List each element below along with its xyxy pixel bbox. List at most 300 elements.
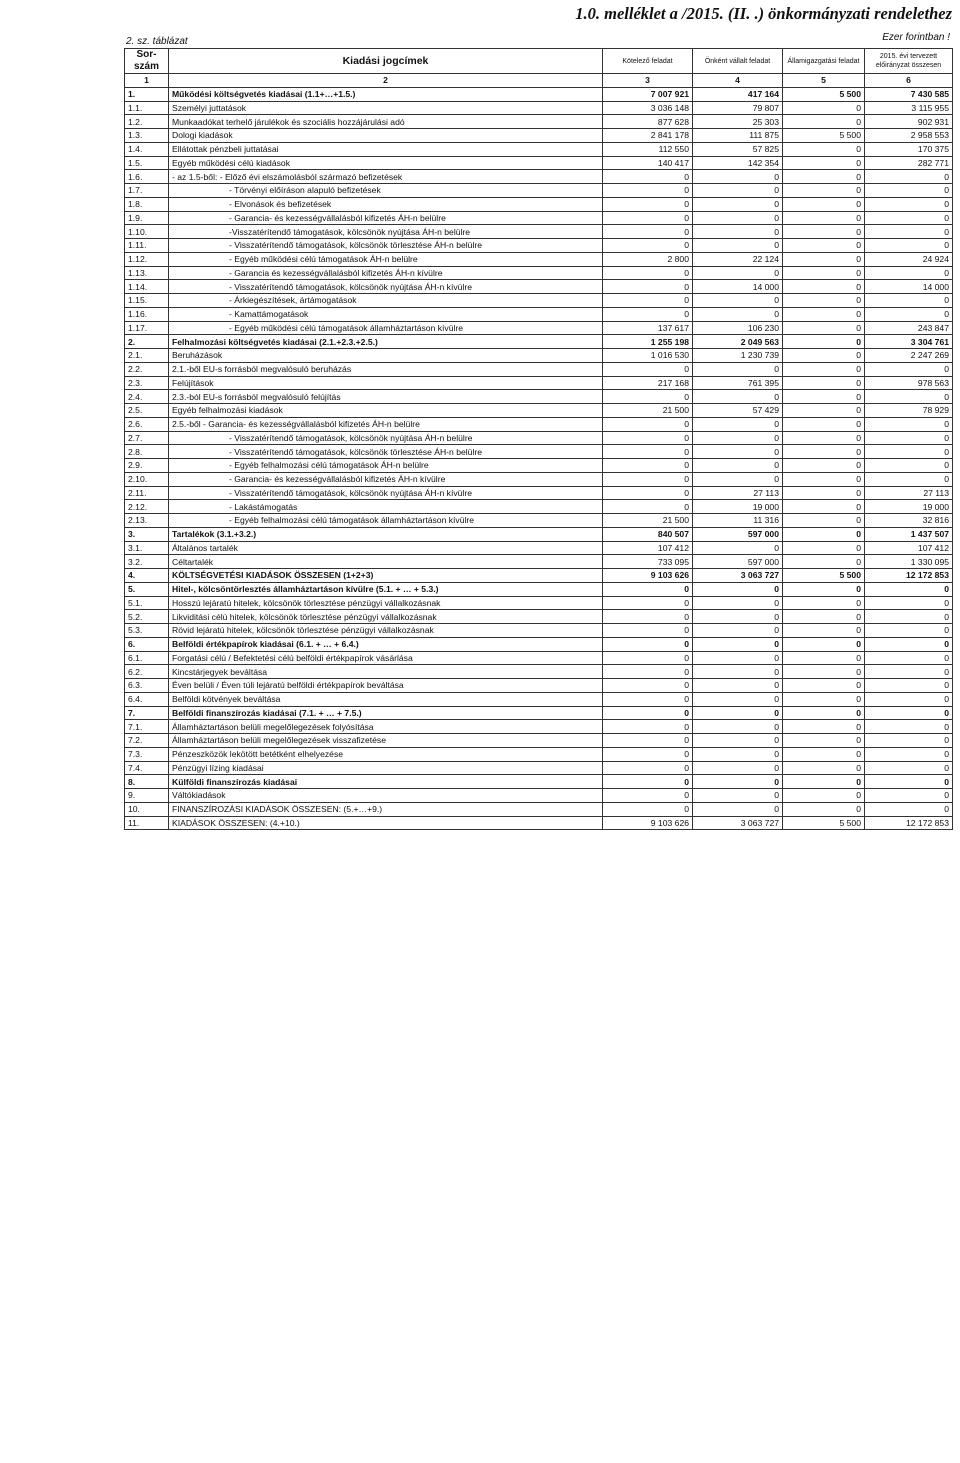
table-row bbox=[125, 266, 953, 280]
value-kotelezo: 0 bbox=[603, 239, 693, 253]
value-allamigazgatasi: 0 bbox=[783, 376, 865, 390]
table-row bbox=[125, 211, 953, 225]
value-osszesen: 0 bbox=[865, 184, 953, 198]
table-row bbox=[125, 376, 953, 390]
value-allamigazgatasi: 0 bbox=[783, 596, 865, 610]
value-onkent: 3 063 727 bbox=[693, 569, 783, 583]
value-osszesen: 12 172 853 bbox=[865, 816, 953, 830]
table-row bbox=[125, 362, 953, 376]
row-label: - Egyéb felhalmozási célú támogatások államháztartáson kívülre bbox=[169, 514, 603, 528]
table-row bbox=[125, 706, 953, 720]
table-header-row bbox=[125, 49, 953, 74]
value-kotelezo: 0 bbox=[603, 280, 693, 294]
value-onkent: 0 bbox=[693, 541, 783, 555]
value-onkent: 0 bbox=[693, 761, 783, 775]
row-number: 1.13. bbox=[125, 266, 169, 280]
row-number: 2.6. bbox=[125, 417, 169, 431]
value-osszesen: 12 172 853 bbox=[865, 569, 953, 583]
row-number: 8. bbox=[125, 775, 169, 789]
row-number: 5.1. bbox=[125, 596, 169, 610]
row-number: 7.1. bbox=[125, 720, 169, 734]
value-osszesen: 0 bbox=[865, 706, 953, 720]
value-onkent: 0 bbox=[693, 679, 783, 693]
value-onkent: 1 230 739 bbox=[693, 349, 783, 363]
value-allamigazgatasi: 5 500 bbox=[783, 87, 865, 101]
value-kotelezo: 0 bbox=[603, 486, 693, 500]
value-osszesen: 0 bbox=[865, 802, 953, 816]
row-number: 1.14. bbox=[125, 280, 169, 294]
table-row bbox=[125, 720, 953, 734]
value-onkent: 0 bbox=[693, 362, 783, 376]
value-allamigazgatasi: 0 bbox=[783, 747, 865, 761]
table-row bbox=[125, 156, 953, 170]
value-osszesen: 0 bbox=[865, 431, 953, 445]
value-allamigazgatasi: 0 bbox=[783, 500, 865, 514]
value-allamigazgatasi: 0 bbox=[783, 541, 865, 555]
value-allamigazgatasi: 0 bbox=[783, 472, 865, 486]
row-label: - Árkiegészítések, ártámogatások bbox=[169, 294, 603, 308]
value-allamigazgatasi: 0 bbox=[783, 280, 865, 294]
row-label: Felújítások bbox=[169, 376, 603, 390]
row-number: 6. bbox=[125, 637, 169, 651]
row-number: 7.4. bbox=[125, 761, 169, 775]
value-kotelezo: 0 bbox=[603, 184, 693, 198]
table-row bbox=[125, 417, 953, 431]
value-onkent: 0 bbox=[693, 307, 783, 321]
row-number: 7.3. bbox=[125, 747, 169, 761]
row-label: - Kamattámogatások bbox=[169, 307, 603, 321]
row-label: Céltartalék bbox=[169, 555, 603, 569]
value-onkent: 0 bbox=[693, 197, 783, 211]
value-osszesen: 0 bbox=[865, 651, 953, 665]
value-kotelezo: 1 016 530 bbox=[603, 349, 693, 363]
row-label: - Egyéb felhalmozási célú támogatások ÁH-n belülre bbox=[169, 459, 603, 473]
value-onkent: 106 230 bbox=[693, 321, 783, 335]
value-onkent: 0 bbox=[693, 184, 783, 198]
row-label: Általános tartalék bbox=[169, 541, 603, 555]
value-osszesen: 7 430 585 bbox=[865, 87, 953, 101]
table-row bbox=[125, 679, 953, 693]
value-kotelezo: 0 bbox=[603, 266, 693, 280]
value-osszesen: 0 bbox=[865, 692, 953, 706]
row-number: 1.8. bbox=[125, 197, 169, 211]
expenditure-table bbox=[124, 48, 953, 830]
value-onkent: 22 124 bbox=[693, 252, 783, 266]
row-label: - Garancia- és kezességvállalásból kifizetés ÁH-n belülre bbox=[169, 211, 603, 225]
value-onkent: 0 bbox=[693, 775, 783, 789]
value-onkent: 0 bbox=[693, 472, 783, 486]
row-label: Ellátottak pénzbeli juttatásai bbox=[169, 142, 603, 156]
value-osszesen: 978 563 bbox=[865, 376, 953, 390]
table-row bbox=[125, 582, 953, 596]
row-number: 5.2. bbox=[125, 610, 169, 624]
value-osszesen: 0 bbox=[865, 459, 953, 473]
row-label: - Elvonások és befizetések bbox=[169, 197, 603, 211]
row-label: Forgatási célú / Befektetési célú belföldi értékpapírok vásárlása bbox=[169, 651, 603, 665]
column-number: 3 bbox=[603, 74, 693, 88]
table-row bbox=[125, 87, 953, 101]
value-osszesen: 0 bbox=[865, 761, 953, 775]
table-row bbox=[125, 459, 953, 473]
row-number: 7.2. bbox=[125, 734, 169, 748]
column-number: 5 bbox=[783, 74, 865, 88]
table-row bbox=[125, 527, 953, 541]
value-osszesen: 107 412 bbox=[865, 541, 953, 555]
table-row bbox=[125, 665, 953, 679]
row-label: Likviditási célú hitelek, kölcsönök törlesztése pénzügyi vállalkozásnak bbox=[169, 610, 603, 624]
row-number: 1. bbox=[125, 87, 169, 101]
value-osszesen: 0 bbox=[865, 211, 953, 225]
value-osszesen: 0 bbox=[865, 789, 953, 803]
row-label: - az 1.5-ből: - Előző évi elszámolásból származó befizetések bbox=[169, 170, 603, 184]
row-label: Pénzeszközök lekötött betétként elhelyezése bbox=[169, 747, 603, 761]
value-osszesen: 0 bbox=[865, 734, 953, 748]
value-kotelezo: 0 bbox=[603, 775, 693, 789]
table-row bbox=[125, 225, 953, 239]
row-number: 2.1. bbox=[125, 349, 169, 363]
value-osszesen: 0 bbox=[865, 417, 953, 431]
row-number: 7. bbox=[125, 706, 169, 720]
row-label: - Egyéb működési célú támogatások ÁH-n belülre bbox=[169, 252, 603, 266]
row-number: 3. bbox=[125, 527, 169, 541]
row-number: 2.11. bbox=[125, 486, 169, 500]
value-osszesen: 19 000 bbox=[865, 500, 953, 514]
value-kotelezo: 7 007 921 bbox=[603, 87, 693, 101]
value-kotelezo: 0 bbox=[603, 720, 693, 734]
value-kotelezo: 9 103 626 bbox=[603, 816, 693, 830]
row-number: 11. bbox=[125, 816, 169, 830]
value-kotelezo: 0 bbox=[603, 692, 693, 706]
value-onkent: 0 bbox=[693, 225, 783, 239]
value-kotelezo: 0 bbox=[603, 706, 693, 720]
value-allamigazgatasi: 0 bbox=[783, 390, 865, 404]
value-onkent: 0 bbox=[693, 789, 783, 803]
table-row bbox=[125, 472, 953, 486]
row-label: - Egyéb működési célú támogatások államháztartáson kívülre bbox=[169, 321, 603, 335]
value-osszesen: 3 304 761 bbox=[865, 335, 953, 349]
row-label: Éven belüli / Éven túli lejáratú belföldi értékpapírok beváltása bbox=[169, 679, 603, 693]
value-onkent: 0 bbox=[693, 582, 783, 596]
value-kotelezo: 0 bbox=[603, 637, 693, 651]
value-allamigazgatasi: 0 bbox=[783, 459, 865, 473]
row-label: - Garancia és kezességvállalásból kifizetés ÁH-n kívülre bbox=[169, 266, 603, 280]
value-osszesen: 0 bbox=[865, 390, 953, 404]
value-onkent: 417 164 bbox=[693, 87, 783, 101]
value-onkent: 0 bbox=[693, 747, 783, 761]
unit-label: Ezer forintban ! bbox=[882, 32, 950, 43]
row-label: Pénzügyi lízing kiadásai bbox=[169, 761, 603, 775]
value-osszesen: 3 115 955 bbox=[865, 101, 953, 115]
value-kotelezo: 140 417 bbox=[603, 156, 693, 170]
value-osszesen: 0 bbox=[865, 170, 953, 184]
row-label: KÖLTSÉGVETÉSI KIADÁSOK ÖSSZESEN (1+2+3) bbox=[169, 569, 603, 583]
value-allamigazgatasi: 0 bbox=[783, 404, 865, 418]
column-number: 1 bbox=[125, 74, 169, 88]
row-label: Államháztartáson belüli megelőlegezések folyósítása bbox=[169, 720, 603, 734]
value-onkent: 111 875 bbox=[693, 129, 783, 143]
row-label: - Visszatérítendő támogatások, kölcsönök törlesztése ÁH-n belülre bbox=[169, 445, 603, 459]
table-label: 2. sz. táblázat bbox=[126, 36, 188, 47]
value-kotelezo: 0 bbox=[603, 665, 693, 679]
value-allamigazgatasi: 0 bbox=[783, 362, 865, 376]
value-osszesen: 1 437 507 bbox=[865, 527, 953, 541]
row-number: 2.5. bbox=[125, 404, 169, 418]
value-onkent: 597 000 bbox=[693, 555, 783, 569]
value-kotelezo: 877 628 bbox=[603, 115, 693, 129]
row-label: Váltókiadások bbox=[169, 789, 603, 803]
value-osszesen: 0 bbox=[865, 720, 953, 734]
value-osszesen: 0 bbox=[865, 610, 953, 624]
table-row bbox=[125, 184, 953, 198]
value-allamigazgatasi: 0 bbox=[783, 252, 865, 266]
value-kotelezo: 0 bbox=[603, 431, 693, 445]
header-onkent: Önként vállalt feladat bbox=[693, 49, 783, 74]
value-kotelezo: 0 bbox=[603, 500, 693, 514]
value-osszesen: 0 bbox=[865, 239, 953, 253]
row-label: Személyi juttatások bbox=[169, 101, 603, 115]
value-kotelezo: 733 095 bbox=[603, 555, 693, 569]
table-row bbox=[125, 637, 953, 651]
table-row bbox=[125, 349, 953, 363]
row-label: Államháztartáson belüli megelőlegezések visszafizetése bbox=[169, 734, 603, 748]
table-row bbox=[125, 734, 953, 748]
value-osszesen: 170 375 bbox=[865, 142, 953, 156]
value-osszesen: 14 000 bbox=[865, 280, 953, 294]
row-label: - Törvényi előíráson alapuló befizetések bbox=[169, 184, 603, 198]
table-row bbox=[125, 747, 953, 761]
row-label: 2.3.-ból EU-s forrásból megvalósuló felújítás bbox=[169, 390, 603, 404]
value-allamigazgatasi: 0 bbox=[783, 170, 865, 184]
value-allamigazgatasi: 0 bbox=[783, 445, 865, 459]
row-label: -Visszatérítendő támogatások, kölcsönök nyújtása ÁH-n belülre bbox=[169, 225, 603, 239]
value-osszesen: 0 bbox=[865, 362, 953, 376]
row-number: 2.3. bbox=[125, 376, 169, 390]
document-title: 1.0. melléklet a /2015. (II. .) önkormányzati rendelethez bbox=[575, 4, 952, 23]
value-osszesen: 2 247 269 bbox=[865, 349, 953, 363]
value-allamigazgatasi: 0 bbox=[783, 184, 865, 198]
value-kotelezo: 0 bbox=[603, 651, 693, 665]
value-allamigazgatasi: 0 bbox=[783, 665, 865, 679]
row-number: 2.8. bbox=[125, 445, 169, 459]
value-allamigazgatasi: 5 500 bbox=[783, 129, 865, 143]
table-row bbox=[125, 624, 953, 638]
table-row bbox=[125, 335, 953, 349]
value-kotelezo: 0 bbox=[603, 294, 693, 308]
value-kotelezo: 0 bbox=[603, 170, 693, 184]
row-label: Kincstárjegyek beváltása bbox=[169, 665, 603, 679]
value-kotelezo: 0 bbox=[603, 225, 693, 239]
table-row bbox=[125, 651, 953, 665]
value-onkent: 0 bbox=[693, 445, 783, 459]
value-allamigazgatasi: 0 bbox=[783, 706, 865, 720]
table-row bbox=[125, 431, 953, 445]
value-osszesen: 243 847 bbox=[865, 321, 953, 335]
value-osszesen: 0 bbox=[865, 624, 953, 638]
value-allamigazgatasi: 0 bbox=[783, 266, 865, 280]
value-allamigazgatasi: 0 bbox=[783, 294, 865, 308]
value-allamigazgatasi: 0 bbox=[783, 761, 865, 775]
table-row bbox=[125, 197, 953, 211]
table-row bbox=[125, 569, 953, 583]
value-osszesen: 0 bbox=[865, 294, 953, 308]
value-onkent: 0 bbox=[693, 706, 783, 720]
value-kotelezo: 0 bbox=[603, 459, 693, 473]
row-number: 1.17. bbox=[125, 321, 169, 335]
value-kotelezo: 840 507 bbox=[603, 527, 693, 541]
value-onkent: 0 bbox=[693, 239, 783, 253]
value-onkent: 0 bbox=[693, 170, 783, 184]
value-kotelezo: 137 617 bbox=[603, 321, 693, 335]
value-kotelezo: 0 bbox=[603, 596, 693, 610]
value-osszesen: 2 958 553 bbox=[865, 129, 953, 143]
value-onkent: 597 000 bbox=[693, 527, 783, 541]
table-row bbox=[125, 500, 953, 514]
value-onkent: 27 113 bbox=[693, 486, 783, 500]
value-osszesen: 0 bbox=[865, 679, 953, 693]
value-allamigazgatasi: 0 bbox=[783, 115, 865, 129]
value-kotelezo: 0 bbox=[603, 734, 693, 748]
row-label: - Garancia- és kezességvállalásból kifizetés ÁH-n kívülre bbox=[169, 472, 603, 486]
value-kotelezo: 0 bbox=[603, 747, 693, 761]
value-allamigazgatasi: 0 bbox=[783, 610, 865, 624]
table-row bbox=[125, 115, 953, 129]
row-label: Belföldi finanszírozás kiadásai (7.1. + … + 7.5.) bbox=[169, 706, 603, 720]
value-allamigazgatasi: 0 bbox=[783, 514, 865, 528]
value-kotelezo: 0 bbox=[603, 445, 693, 459]
value-osszesen: 27 113 bbox=[865, 486, 953, 500]
row-number: 6.1. bbox=[125, 651, 169, 665]
value-onkent: 79 807 bbox=[693, 101, 783, 115]
row-label: - Visszatérítendő támogatások, kölcsönök nyújtása ÁH-n belülre bbox=[169, 431, 603, 445]
table-row bbox=[125, 142, 953, 156]
value-allamigazgatasi: 0 bbox=[783, 307, 865, 321]
value-allamigazgatasi: 0 bbox=[783, 734, 865, 748]
value-allamigazgatasi: 0 bbox=[783, 156, 865, 170]
value-osszesen: 0 bbox=[865, 472, 953, 486]
row-number: 1.2. bbox=[125, 115, 169, 129]
column-number: 6 bbox=[865, 74, 953, 88]
row-number: 1.12. bbox=[125, 252, 169, 266]
row-label: 2.5.-ből - Garancia- és kezességvállalásból kifizetés ÁH-n belülre bbox=[169, 417, 603, 431]
value-kotelezo: 217 168 bbox=[603, 376, 693, 390]
row-label: Dologi kiadások bbox=[169, 129, 603, 143]
row-number: 6.2. bbox=[125, 665, 169, 679]
row-number: 5. bbox=[125, 582, 169, 596]
row-label: Hosszú lejáratú hitelek, kölcsönök törlesztése pénzügyi vállalkozásnak bbox=[169, 596, 603, 610]
row-label: - Visszatérítendő támogatások, kölcsönök törlesztése ÁH-n belülre bbox=[169, 239, 603, 253]
table-row bbox=[125, 445, 953, 459]
value-onkent: 0 bbox=[693, 637, 783, 651]
row-number: 2.9. bbox=[125, 459, 169, 473]
value-onkent: 0 bbox=[693, 692, 783, 706]
header-kotelezo: Kötelező feladat bbox=[603, 49, 693, 74]
row-number: 10. bbox=[125, 802, 169, 816]
row-number: 2.12. bbox=[125, 500, 169, 514]
value-kotelezo: 0 bbox=[603, 390, 693, 404]
value-allamigazgatasi: 0 bbox=[783, 239, 865, 253]
row-label: Külföldi finanszírozás kiadásai bbox=[169, 775, 603, 789]
value-onkent: 0 bbox=[693, 624, 783, 638]
value-allamigazgatasi: 0 bbox=[783, 321, 865, 335]
row-number: 1.4. bbox=[125, 142, 169, 156]
value-allamigazgatasi: 0 bbox=[783, 802, 865, 816]
value-onkent: 25 303 bbox=[693, 115, 783, 129]
table-row bbox=[125, 390, 953, 404]
table-row bbox=[125, 692, 953, 706]
value-onkent: 0 bbox=[693, 720, 783, 734]
row-label: Rövid lejáratú hitelek, kölcsönök törlesztése pénzügyi vállalkozásnak bbox=[169, 624, 603, 638]
value-kotelezo: 0 bbox=[603, 197, 693, 211]
value-allamigazgatasi: 0 bbox=[783, 651, 865, 665]
value-onkent: 57 429 bbox=[693, 404, 783, 418]
row-label: Egyéb működési célú kiadások bbox=[169, 156, 603, 170]
row-number: 1.15. bbox=[125, 294, 169, 308]
header-osszesen: 2015. évi tervezett előirányzat összesen bbox=[865, 49, 953, 74]
column-number-row bbox=[125, 74, 953, 88]
row-number: 5.3. bbox=[125, 624, 169, 638]
value-osszesen: 78 929 bbox=[865, 404, 953, 418]
table-row bbox=[125, 252, 953, 266]
value-onkent: 0 bbox=[693, 390, 783, 404]
value-onkent: 0 bbox=[693, 459, 783, 473]
value-kotelezo: 112 550 bbox=[603, 142, 693, 156]
value-onkent: 142 354 bbox=[693, 156, 783, 170]
value-kotelezo: 0 bbox=[603, 582, 693, 596]
value-onkent: 0 bbox=[693, 802, 783, 816]
value-kotelezo: 2 800 bbox=[603, 252, 693, 266]
row-number: 1.5. bbox=[125, 156, 169, 170]
table-row bbox=[125, 789, 953, 803]
value-onkent: 0 bbox=[693, 665, 783, 679]
value-kotelezo: 21 500 bbox=[603, 404, 693, 418]
table-row bbox=[125, 816, 953, 830]
row-number: 1.16. bbox=[125, 307, 169, 321]
value-onkent: 11 316 bbox=[693, 514, 783, 528]
value-kotelezo: 0 bbox=[603, 624, 693, 638]
value-kotelezo: 107 412 bbox=[603, 541, 693, 555]
value-onkent: 0 bbox=[693, 734, 783, 748]
table-row bbox=[125, 404, 953, 418]
value-osszesen: 0 bbox=[865, 775, 953, 789]
table-row bbox=[125, 170, 953, 184]
value-allamigazgatasi: 0 bbox=[783, 225, 865, 239]
table-row bbox=[125, 541, 953, 555]
row-number: 2.13. bbox=[125, 514, 169, 528]
value-allamigazgatasi: 5 500 bbox=[783, 816, 865, 830]
value-allamigazgatasi: 0 bbox=[783, 637, 865, 651]
value-allamigazgatasi: 0 bbox=[783, 789, 865, 803]
value-allamigazgatasi: 5 500 bbox=[783, 569, 865, 583]
value-kotelezo: 21 500 bbox=[603, 514, 693, 528]
row-label: Beruházások bbox=[169, 349, 603, 363]
value-onkent: 761 395 bbox=[693, 376, 783, 390]
value-allamigazgatasi: 0 bbox=[783, 527, 865, 541]
value-kotelezo: 0 bbox=[603, 802, 693, 816]
value-onkent: 0 bbox=[693, 266, 783, 280]
value-osszesen: 0 bbox=[865, 665, 953, 679]
value-onkent: 0 bbox=[693, 294, 783, 308]
row-label: Egyéb felhalmozási kiadások bbox=[169, 404, 603, 418]
value-kotelezo: 1 255 198 bbox=[603, 335, 693, 349]
row-number: 2. bbox=[125, 335, 169, 349]
value-onkent: 2 049 563 bbox=[693, 335, 783, 349]
value-kotelezo: 0 bbox=[603, 610, 693, 624]
table-row bbox=[125, 555, 953, 569]
row-label: FINANSZÍROZÁSI KIADÁSOK ÖSSZESEN: (5.+…+9.) bbox=[169, 802, 603, 816]
value-osszesen: 24 924 bbox=[865, 252, 953, 266]
table-row bbox=[125, 307, 953, 321]
row-label: Felhalmozási költségvetés kiadásai (2.1.+2.3.+2.5.) bbox=[169, 335, 603, 349]
